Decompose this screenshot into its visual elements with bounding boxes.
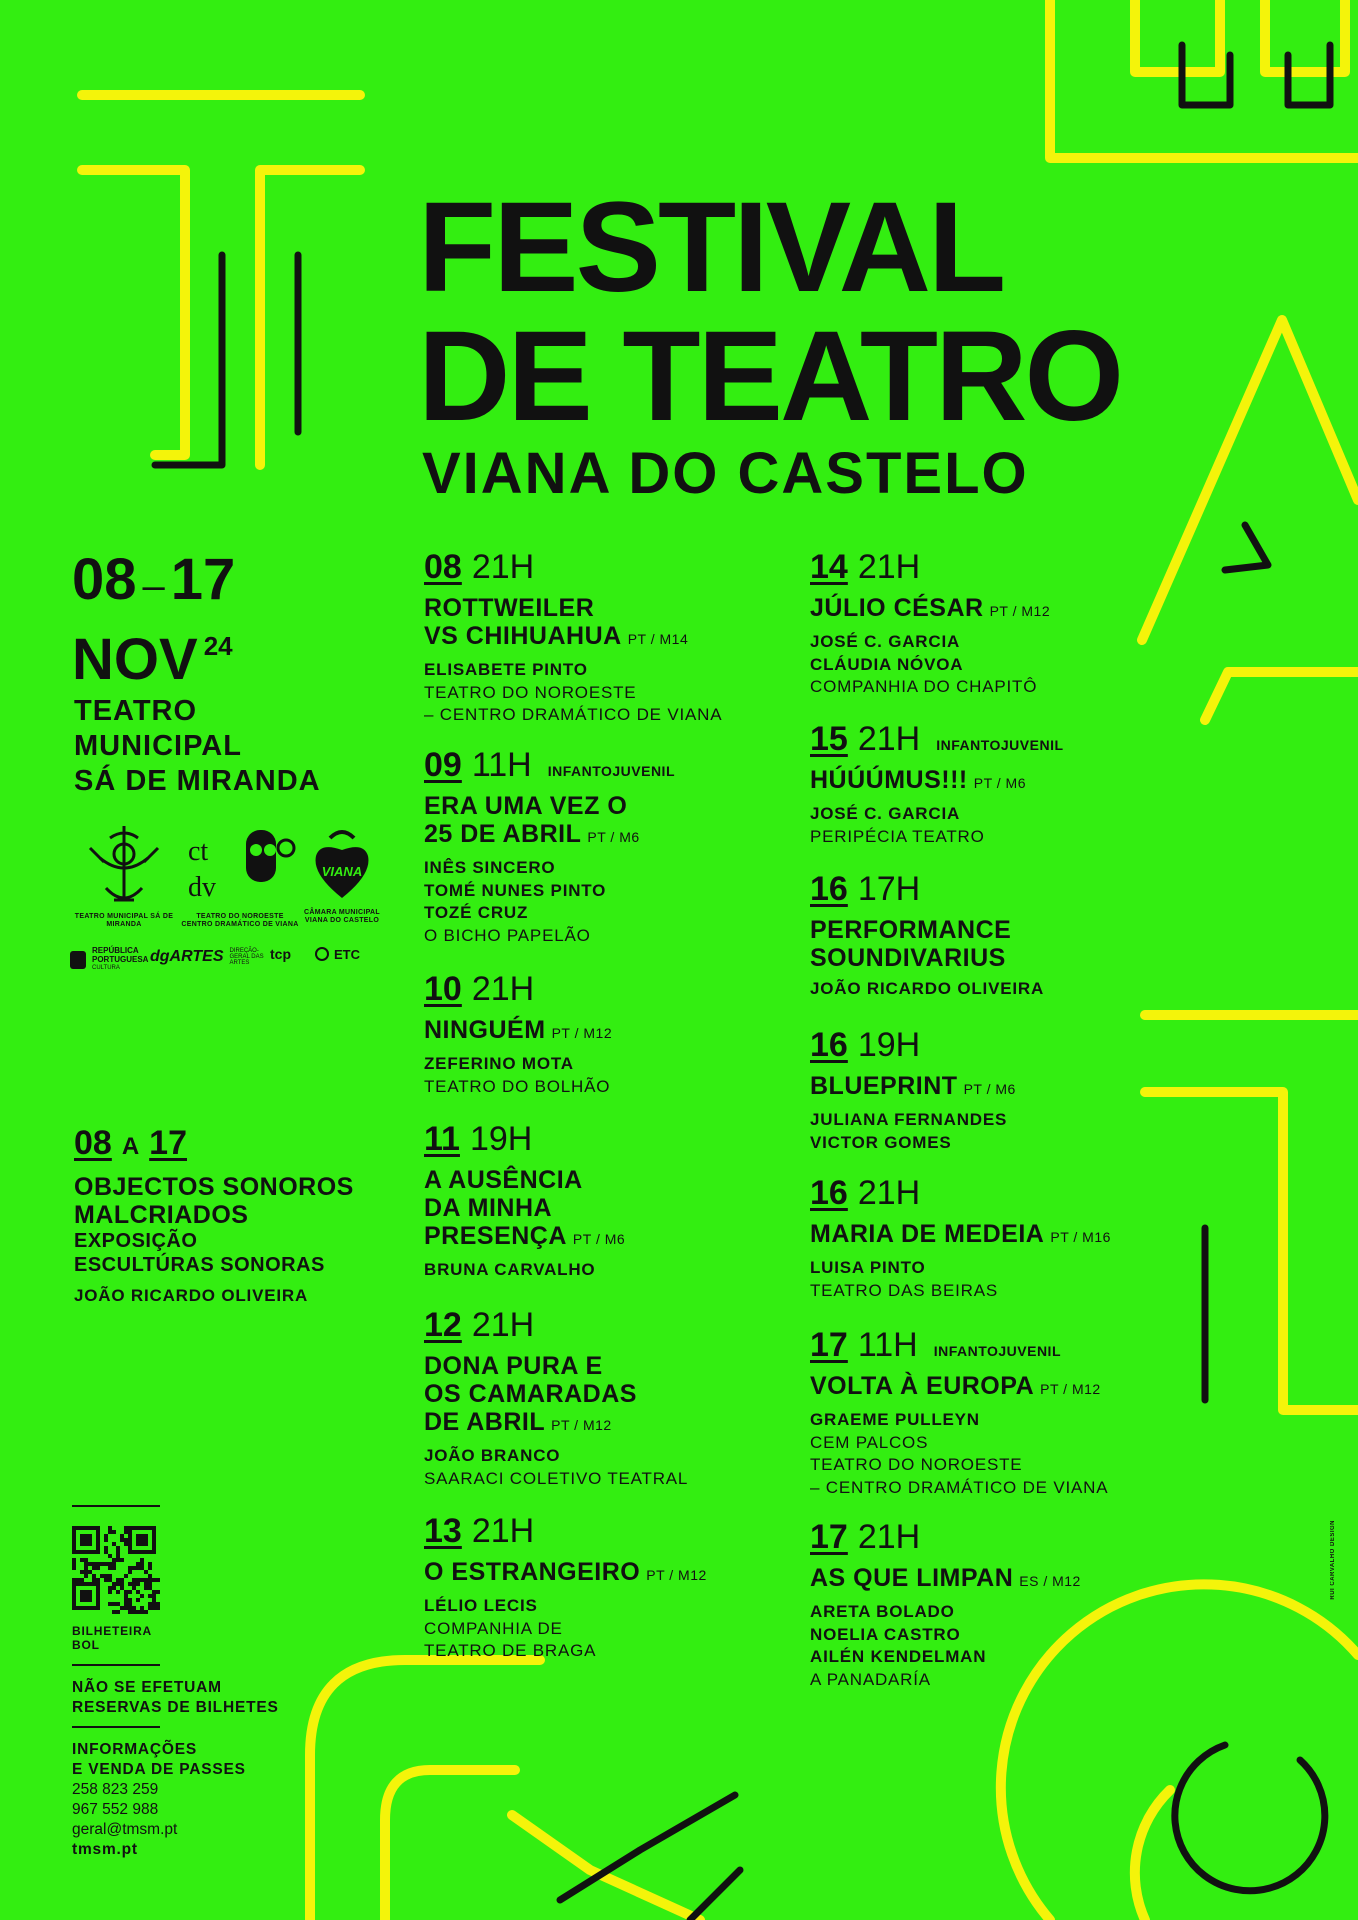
event-credit-name: JOSÉ C. GARCIA — [810, 632, 961, 651]
reservation-notice — [72, 1678, 279, 1718]
event-credit-company: COMPANHIA DO CHAPITÔ — [810, 677, 1038, 696]
event-credits — [424, 1445, 804, 1490]
event-title-line — [424, 1166, 804, 1194]
event-title-text: BLUEPRINT — [810, 1072, 958, 1100]
event-time: 21H — [471, 548, 535, 586]
event-title — [424, 1166, 804, 1253]
subtitle: VIANA DO CASTELO — [422, 441, 1029, 506]
event-title-text: VS CHIHUAHUA — [424, 622, 622, 650]
etc-star-icon — [314, 946, 330, 962]
republica-emblem-icon — [70, 951, 86, 969]
exhibition — [74, 1124, 354, 1308]
event-credit-company: TEATRO DE BRAGA — [424, 1641, 597, 1660]
event-title-text: PRESENÇA — [424, 1222, 567, 1250]
exhibition-end: 17 — [149, 1124, 187, 1162]
email-link[interactable]: geral@tmsm.pt — [72, 1821, 178, 1838]
year: 24 — [203, 631, 233, 661]
event-title — [424, 1558, 804, 1589]
event-title-line — [424, 1558, 804, 1589]
theatre-masks-icon — [70, 818, 178, 908]
event-day: 13 — [424, 1512, 462, 1550]
republica-sub: CULTURA — [92, 965, 120, 971]
exhibition-title-2: MALCRIADOS — [74, 1201, 249, 1229]
venue-line-2: MUNICIPAL — [74, 730, 242, 762]
event-title-line — [810, 916, 1190, 944]
event-day: 16 — [810, 870, 848, 908]
event-header — [810, 720, 1190, 762]
event-title-text: AS QUE LIMPAN — [810, 1564, 1014, 1592]
event-credits — [424, 1595, 804, 1663]
date-start: 08 — [72, 547, 137, 612]
event-title-text: VOLTA À EUROPA — [810, 1372, 1035, 1400]
title-line-2: DE TEATRO — [418, 305, 1122, 448]
event-title — [810, 594, 1190, 625]
event-header — [810, 548, 1190, 590]
event-item — [810, 720, 1190, 848]
event-title-line — [810, 1564, 1190, 1595]
event-title-text: DA MINHA — [424, 1194, 553, 1222]
event-header — [424, 1120, 804, 1162]
phone-2[interactable]: 967 552 988 — [72, 1801, 159, 1818]
event-tag: INFANTOJUVENIL — [933, 1343, 1061, 1359]
event-title-text: SOUNDIVARIUS — [810, 944, 1006, 972]
event-title-text: ROTTWEILER — [424, 594, 595, 622]
heart-crest-icon — [302, 824, 382, 904]
date-dash: – — [142, 564, 165, 608]
dgartes-mark: dgARTES — [150, 948, 224, 965]
event-title-text: JÚLIO CÉSAR — [810, 594, 984, 622]
notice-line-2: RESERVAS DE BILHETES — [72, 1699, 279, 1716]
phone-1[interactable]: 258 823 259 — [72, 1781, 159, 1798]
event-day: 08 — [424, 548, 462, 586]
date-end: 17 — [170, 547, 236, 612]
logo-teatro-noroeste — [180, 822, 300, 929]
etc-mark: ETC — [334, 946, 360, 962]
date-range — [72, 547, 236, 616]
event-time: 11H — [471, 746, 532, 784]
event-credit-name: ELISABETE PINTO — [424, 660, 588, 679]
event-title-line — [424, 1408, 804, 1439]
event-title-text: 25 DE ABRIL — [424, 820, 582, 848]
event-credit-company: COMPANHIA DE — [424, 1618, 563, 1638]
event-rating: PT / M6 — [963, 1081, 1016, 1097]
ctdv-mark-top: ct — [188, 836, 209, 867]
event-credits — [424, 1053, 804, 1098]
event-credit-name: JOSÉ C. GARCIA — [810, 804, 961, 823]
divider — [72, 1726, 160, 1728]
event-title — [810, 1564, 1190, 1595]
exhibition-dates — [74, 1124, 354, 1163]
event-credits — [810, 1109, 1190, 1154]
event-header — [810, 1326, 1190, 1368]
event-credit-company: A PANADARÍA — [810, 1669, 931, 1689]
event-title-text: NINGUÉM — [424, 1016, 546, 1044]
event-rating: PT / M14 — [627, 631, 689, 647]
event-time: 21H — [471, 970, 535, 1008]
event-credit-name: VICTOR GOMES — [810, 1132, 952, 1152]
event-credit-company: CEM PALCOS — [810, 1432, 929, 1452]
event-header — [810, 1026, 1190, 1068]
event-time: 17H — [857, 870, 921, 908]
event-title-line — [810, 1372, 1190, 1403]
logo-etc — [314, 946, 360, 962]
event-title — [424, 594, 804, 653]
event-credits — [810, 1257, 1190, 1302]
event-day: 12 — [424, 1306, 462, 1344]
event-title-line — [424, 1380, 804, 1408]
event-title-line — [424, 1194, 804, 1222]
event-rating: PT / M12 — [1040, 1381, 1101, 1397]
event-day: 10 — [424, 970, 462, 1008]
event-title-text: OS CAMARADAS — [424, 1380, 637, 1408]
event-item — [424, 548, 804, 727]
event-time: 21H — [857, 1518, 921, 1556]
event-day: 17 — [810, 1326, 848, 1364]
venue — [74, 694, 321, 799]
event-credit-name: BRUNA CARVALHO — [424, 1260, 596, 1279]
tcp-mark: tcp — [270, 946, 291, 962]
event-credit-name: CLÁUDIA NÓVOA — [810, 654, 964, 674]
event-credit-company: O BICHO PAPELÃO — [424, 925, 591, 945]
exhibition-sub-2: ESCULTÚRAS SONORAS — [74, 1254, 325, 1276]
qr-label-2: BOL — [72, 1638, 100, 1652]
event-title-line — [424, 1016, 804, 1047]
event-title — [810, 1072, 1190, 1103]
event-tag: INFANTOJUVENIL — [936, 737, 1064, 753]
event-title-line — [810, 766, 1190, 797]
venue-line-1: TEATRO — [74, 695, 198, 727]
event-title-line — [424, 622, 804, 653]
event-time: 19H — [857, 1026, 921, 1064]
event-rating: PT / M16 — [1050, 1229, 1111, 1245]
event-credit-name: GRAEME PULLEYN — [810, 1410, 980, 1429]
event-title-line — [424, 792, 804, 820]
event-title-line — [810, 1072, 1190, 1103]
event-time: 21H — [471, 1306, 535, 1344]
event-title-text: O ESTRANGEIRO — [424, 1558, 641, 1586]
event-title-text: A AUSÊNCIA — [424, 1166, 583, 1194]
event-credits — [810, 1601, 1190, 1691]
title-line-1: FESTIVAL — [418, 176, 1004, 319]
website-link[interactable]: tmsm.pt — [72, 1841, 138, 1858]
design-credit: RUI CARVALHO DESIGN — [1330, 1520, 1336, 1600]
event-credits — [424, 1259, 804, 1282]
event-title-line — [424, 594, 804, 622]
event-credit-name: JULIANA FERNANDES — [810, 1110, 1008, 1129]
event-time: 21H — [857, 548, 921, 586]
event-header — [424, 1306, 804, 1348]
exhibition-artist: JOÃO RICARDO OLIVEIRA — [74, 1286, 309, 1305]
event-time: 21H — [471, 1512, 535, 1550]
event-credit-name: AILÉN KENDELMAN — [810, 1647, 987, 1666]
event-title-line — [424, 1222, 804, 1253]
event-credits — [424, 659, 804, 727]
event-credits — [810, 1409, 1190, 1499]
event-credit-company: PERIPÉCIA TEATRO — [810, 826, 985, 846]
republica-name: REPÚBLICA PORTUGUESA — [92, 946, 149, 964]
event-day: 16 — [810, 1026, 848, 1064]
event-item — [810, 1518, 1190, 1691]
event-title — [424, 792, 804, 851]
logo-label-teatro-municipal: TEATRO MUNICIPAL SÁ DE MIRANDA — [74, 913, 174, 928]
event-credit-company: – CENTRO DRAMÁTICO DE VIANA — [810, 1477, 1109, 1497]
exhibition-start: 08 — [74, 1124, 112, 1162]
event-credit-name: JOÃO RICARDO OLIVEIRA — [810, 979, 1045, 998]
event-title-text: HÚÚÚMUS!!! — [810, 766, 968, 794]
event-title-text: ERA UMA VEZ O — [424, 792, 628, 820]
event-credit-company: TEATRO DAS BEIRAS — [810, 1280, 999, 1300]
event-item — [424, 970, 804, 1098]
event-time: 21H — [857, 1174, 921, 1212]
event-credit-company: – CENTRO DRAMÁTICO DE VIANA — [424, 705, 723, 724]
event-rating: PT / M6 — [572, 1231, 626, 1247]
event-credit-name: JOÃO BRANCO — [424, 1446, 561, 1465]
event-title — [424, 1016, 804, 1047]
info-line-1: INFORMAÇÕES — [72, 1741, 198, 1758]
event-credits — [810, 978, 1190, 1001]
month: NOV — [72, 627, 198, 692]
exhibition-sub-1: EXPOSIÇÃO — [74, 1230, 198, 1252]
event-title-line — [424, 820, 804, 851]
event-item — [424, 1306, 804, 1490]
date-month — [72, 616, 235, 690]
event-item — [810, 1026, 1190, 1154]
qr-code-icon — [72, 1526, 160, 1614]
event-header — [424, 1512, 804, 1554]
event-title-text: DE ABRIL — [424, 1408, 546, 1436]
event-header — [424, 970, 804, 1012]
event-rating: PT / M12 — [551, 1417, 612, 1433]
event-item — [424, 1512, 804, 1663]
event-credit-name: LÉLIO LECIS — [424, 1596, 538, 1615]
event-credits — [810, 803, 1190, 848]
letter-e-topright — [1050, 0, 1358, 158]
event-credit-name: INÊS SINCERO — [424, 858, 556, 877]
ctdv-logo-icon — [180, 822, 300, 908]
event-credit-company: TEATRO DO NOROESTE — [810, 1455, 1023, 1474]
event-item — [810, 870, 1190, 1001]
event-header — [810, 1174, 1190, 1216]
event-header — [810, 870, 1190, 912]
logo-dgartes — [150, 948, 273, 966]
divider — [72, 1664, 160, 1666]
contact-info — [72, 1740, 246, 1860]
venue-line-3: SÁ DE MIRANDA — [74, 765, 321, 797]
camara-mark: VIANA — [321, 864, 363, 879]
info-line-2: E VENDA DE PASSES — [72, 1761, 246, 1778]
event-header — [424, 746, 804, 788]
event-title — [810, 766, 1190, 797]
event-title — [810, 1372, 1190, 1403]
event-title-line — [810, 594, 1190, 625]
event-credit-company: TEATRO DO NOROESTE — [424, 682, 637, 702]
event-credit-name: TOZÉ CRUZ — [424, 903, 529, 922]
event-time: 19H — [469, 1120, 533, 1158]
event-title-text: PERFORMANCE — [810, 916, 1012, 944]
event-title-line — [810, 944, 1190, 972]
event-time: 21H — [857, 720, 921, 758]
logo-tcp — [270, 946, 291, 964]
exhibition-title-1: OBJECTOS SONOROS — [74, 1173, 354, 1201]
ctdv-mark-bottom: dv — [188, 872, 216, 903]
event-tag: INFANTOJUVENIL — [547, 763, 675, 779]
qr-label-1: BILHETEIRA — [72, 1624, 152, 1638]
event-credit-company: SAARACI COLETIVO TEATRAL — [424, 1468, 689, 1488]
qr-label — [72, 1624, 152, 1652]
republica-label — [92, 946, 152, 973]
event-time: 11H — [857, 1326, 918, 1364]
event-rating: PT / M12 — [551, 1025, 613, 1041]
event-day: 15 — [810, 720, 848, 758]
event-credit-name: ZEFERINO MOTA — [424, 1054, 574, 1073]
event-credit-name: LUISA PINTO — [810, 1258, 926, 1277]
event-day: 11 — [424, 1120, 460, 1158]
event-credits — [810, 631, 1190, 699]
event-item — [810, 1174, 1190, 1302]
event-item — [424, 1120, 804, 1282]
event-credit-company: TEATRO DO BOLHÃO — [424, 1076, 611, 1096]
event-rating: PT / M6 — [587, 829, 640, 845]
event-rating: PT / M6 — [973, 775, 1027, 791]
divider — [72, 1505, 160, 1507]
event-item — [810, 548, 1190, 699]
notice-line-1: NÃO SE EFETUAM — [72, 1679, 222, 1696]
logo-label-camara: CÂMARA MUNICIPAL VIANA DO CASTELO — [304, 909, 380, 924]
event-day: 09 — [424, 746, 462, 784]
event-title-text: DONA PURA E — [424, 1352, 603, 1380]
logo-teatro-municipal — [70, 818, 178, 929]
event-title-line — [424, 1352, 804, 1380]
exhibition-connector: A — [121, 1133, 140, 1160]
event-day: 14 — [810, 548, 848, 586]
event-title-text: MARIA DE MEDEIA — [810, 1220, 1045, 1248]
event-day: 16 — [810, 1174, 848, 1212]
event-rating: ES / M12 — [1019, 1573, 1081, 1589]
event-rating: PT / M12 — [646, 1567, 707, 1583]
event-credits — [424, 857, 804, 947]
event-item — [424, 746, 804, 947]
event-title — [810, 1220, 1190, 1251]
event-title-line — [810, 1220, 1190, 1251]
event-title — [424, 1352, 804, 1439]
event-header — [424, 548, 804, 590]
event-credit-name: TOMÉ NUNES PINTO — [424, 880, 607, 900]
qr-code[interactable] — [72, 1526, 160, 1619]
event-rating: PT / M12 — [989, 603, 1051, 619]
event-header — [810, 1518, 1190, 1560]
dgartes-sub: DIREÇÃO-GERAL DAS ARTES — [229, 948, 264, 966]
event-credit-name: NOELIA CASTRO — [810, 1624, 961, 1644]
event-day: 17 — [810, 1518, 848, 1556]
letter-r-bottom — [310, 1660, 740, 1920]
logo-republica — [70, 946, 152, 973]
event-credit-name: ARETA BOLADO — [810, 1602, 955, 1621]
festival-dates — [72, 547, 236, 692]
event-item — [810, 1326, 1190, 1499]
event-title — [810, 916, 1190, 972]
logo-label-teatro-noroeste: TEATRO DO NOROESTE CENTRO DRAMÁTICO DE VIANA — [181, 913, 299, 928]
letter-t-topleft — [82, 95, 360, 465]
logo-camara — [302, 824, 382, 925]
